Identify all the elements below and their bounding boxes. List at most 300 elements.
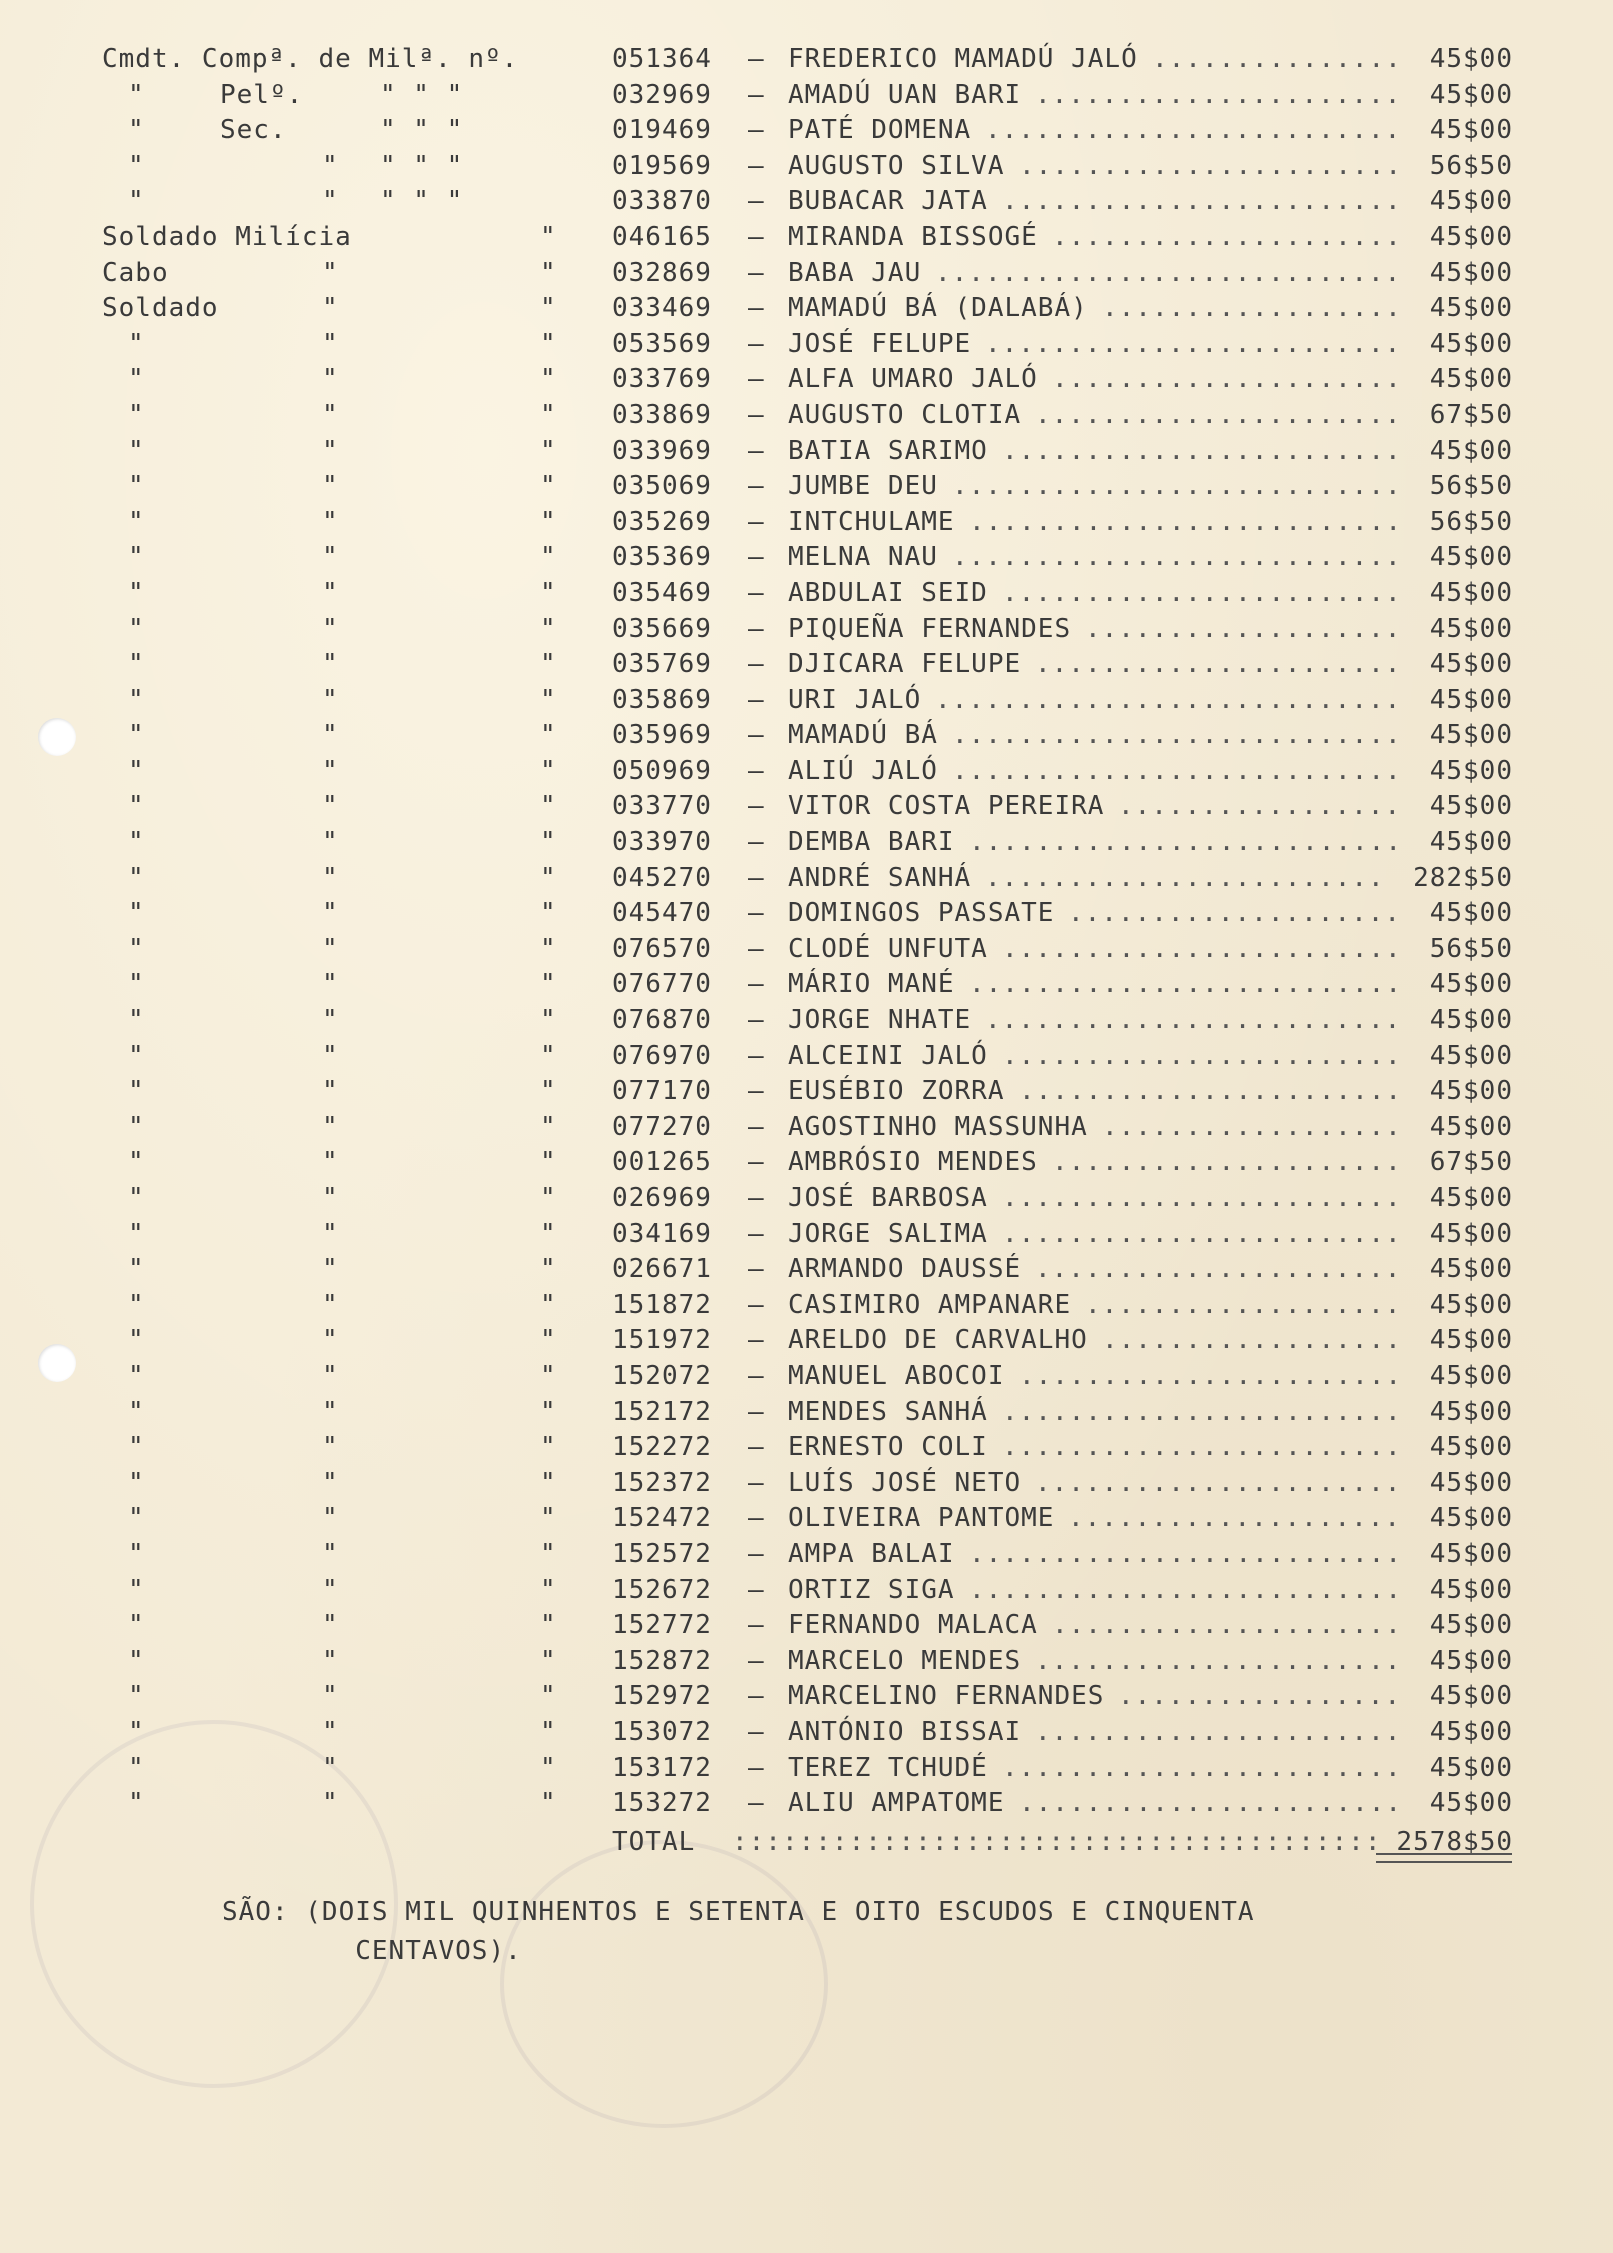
person-name: AGOSTINHO MASSUNHA xyxy=(788,1111,1088,1142)
person-name: PATÉ DOMENA xyxy=(788,115,972,146)
ditto-mark-2: " xyxy=(322,1111,339,1142)
ditto-mark-2: " xyxy=(322,827,339,858)
person-name: AMPA BALAI xyxy=(788,1538,955,1569)
separator-dash: – xyxy=(748,1503,765,1534)
ditto-mark-1: " xyxy=(128,79,145,110)
separator-dash: – xyxy=(748,1325,765,1356)
separator-dash: – xyxy=(748,755,765,786)
ditto-mark-2: " xyxy=(322,364,339,395)
ditto-mark-3: " xyxy=(540,1325,557,1356)
person-name: ANDRÉ SANHÁ xyxy=(788,862,972,893)
separator-dash: – xyxy=(748,1752,765,1783)
ditto-mark-1: " xyxy=(128,1788,145,1819)
ditto-mark-3: " " " xyxy=(380,115,464,146)
amount-cell: 45$00 xyxy=(1429,969,1513,1000)
amount-cell: 45$00 xyxy=(1429,1752,1513,1783)
person-name: CLODÉ UNFUTA xyxy=(788,933,988,964)
ditto-mark-1: " xyxy=(128,506,145,537)
dot-leader: .................... xyxy=(1068,898,1402,929)
amount-cell: 45$00 xyxy=(1429,364,1513,395)
service-number: 151872 xyxy=(612,1289,712,1320)
person-name: LUÍS JOSÉ NETO xyxy=(788,1467,1022,1498)
amount-cell: 56$50 xyxy=(1429,150,1513,181)
rank-cell: Soldado xyxy=(102,293,219,324)
table-row xyxy=(0,360,1613,396)
amount-cell: 45$00 xyxy=(1429,684,1513,715)
ditto-mark-2: " xyxy=(322,1432,339,1463)
separator-dash: – xyxy=(748,898,765,929)
table-row xyxy=(0,1677,1613,1713)
payroll-list xyxy=(0,40,1613,1820)
ditto-mark-3: " xyxy=(540,613,557,644)
amount-cell: 45$00 xyxy=(1429,827,1513,858)
person-name: VITOR COSTA PEREIRA xyxy=(788,791,1105,822)
dot-leader: ....................... xyxy=(1019,1076,1403,1107)
table-row xyxy=(0,894,1613,930)
dot-leader: ................. xyxy=(1118,791,1402,822)
separator-dash: – xyxy=(748,150,765,181)
ditto-mark-3: " xyxy=(540,257,557,288)
ditto-mark-1: " xyxy=(128,649,145,680)
person-name: MARCELO MENDES xyxy=(788,1645,1022,1676)
table-row xyxy=(0,147,1613,183)
amount-cell: 45$00 xyxy=(1429,1716,1513,1747)
ditto-mark-3: " xyxy=(540,1040,557,1071)
separator-dash: – xyxy=(748,221,765,252)
ditto-mark-2: " xyxy=(322,684,339,715)
amount-cell: 45$00 xyxy=(1429,1360,1513,1391)
dot-leader: ........................ xyxy=(1002,1752,1402,1783)
ditto-mark-3: " xyxy=(540,506,557,537)
ditto-mark-3: " xyxy=(540,1360,557,1391)
service-number: 151972 xyxy=(612,1325,712,1356)
service-number: 033769 xyxy=(612,364,712,395)
table-row xyxy=(0,1357,1613,1393)
amount-in-words xyxy=(222,1893,1255,1971)
table-row xyxy=(0,1108,1613,1144)
person-name: FERNANDO MALACA xyxy=(788,1610,1038,1641)
person-name: MÁRIO MANÉ xyxy=(788,969,955,1000)
ditto-mark-2: " xyxy=(322,755,339,786)
service-number: 153272 xyxy=(612,1788,712,1819)
service-number: 035269 xyxy=(612,506,712,537)
separator-dash: – xyxy=(748,933,765,964)
person-name: OLIVEIRA PANTOME xyxy=(788,1503,1055,1534)
table-row xyxy=(0,1072,1613,1108)
dot-leader: ...................... xyxy=(1035,79,1402,110)
ditto-mark-2: Sec. xyxy=(220,115,287,146)
ditto-mark-1: " xyxy=(128,1574,145,1605)
person-name: PIQUEÑA FERNANDES xyxy=(788,613,1072,644)
ditto-mark-1: " xyxy=(128,791,145,822)
ditto-mark-2: " xyxy=(322,435,339,466)
dot-leader: ..................... xyxy=(1052,1147,1402,1178)
amount-cell: 45$00 xyxy=(1429,293,1513,324)
ditto-mark-2: " xyxy=(322,1538,339,1569)
ditto-mark-3: " xyxy=(540,399,557,430)
words-line-1: (DOIS MIL QUINHENTOS E SETENTA E OITO ESCUDOS E CINQUENTA xyxy=(305,1897,1255,1927)
table-row xyxy=(0,1250,1613,1286)
amount-cell: 282$50 xyxy=(1413,862,1513,893)
amount-cell: 56$50 xyxy=(1429,506,1513,537)
separator-dash: – xyxy=(748,1005,765,1036)
person-name: DEMBA BARI xyxy=(788,827,955,858)
amount-cell: 67$50 xyxy=(1429,399,1513,430)
separator-dash: – xyxy=(748,1254,765,1285)
table-row xyxy=(0,930,1613,966)
dot-leader: ...................... xyxy=(1035,649,1402,680)
service-number: 152872 xyxy=(612,1645,712,1676)
service-number: 152672 xyxy=(612,1574,712,1605)
separator-dash: – xyxy=(748,969,765,1000)
table-row xyxy=(0,965,1613,1001)
service-number: 035469 xyxy=(612,577,712,608)
dot-leader: ........................... xyxy=(952,471,1402,502)
ditto-mark-2: " xyxy=(322,1325,339,1356)
ditto-mark-1: " xyxy=(128,1503,145,1534)
amount-cell: 45$00 xyxy=(1429,435,1513,466)
dot-leader: ..................... xyxy=(1052,221,1402,252)
ditto-mark-3: " xyxy=(540,1183,557,1213)
separator-dash: – xyxy=(748,720,765,751)
table-row xyxy=(0,396,1613,432)
ditto-mark-3: " xyxy=(540,293,557,324)
ditto-mark-2: " xyxy=(322,257,339,288)
amount-cell: 45$00 xyxy=(1429,1254,1513,1285)
person-name: JUMBE DEU xyxy=(788,471,938,502)
dot-leader: .......................... xyxy=(969,827,1402,858)
amount-cell: 45$00 xyxy=(1429,1681,1513,1712)
amount-cell: 45$00 xyxy=(1429,1040,1513,1071)
table-row xyxy=(0,76,1613,112)
person-name: MARCELINO FERNANDES xyxy=(788,1681,1105,1712)
dot-leader: ........................ xyxy=(1002,933,1402,964)
service-number: 152072 xyxy=(612,1360,712,1391)
person-name: ARMANDO DAUSSÉ xyxy=(788,1254,1022,1285)
ditto-mark-3: " xyxy=(540,471,557,502)
ditto-mark-3: " xyxy=(540,1076,557,1107)
separator-dash: – xyxy=(748,1538,765,1569)
ditto-mark-1: " xyxy=(128,1076,145,1107)
table-row xyxy=(0,1215,1613,1251)
ditto-mark-1: " xyxy=(128,684,145,715)
ditto-mark-1: " xyxy=(128,1183,145,1213)
total-label: TOTAL xyxy=(612,1827,696,1857)
ditto-mark-1: " xyxy=(128,1147,145,1178)
ditto-mark-1: " xyxy=(128,1396,145,1427)
service-number: 001265 xyxy=(612,1147,712,1178)
ditto-mark-2: " xyxy=(322,791,339,822)
service-number: 152372 xyxy=(612,1467,712,1498)
amount-cell: 45$00 xyxy=(1429,115,1513,146)
ditto-mark-3: " xyxy=(540,577,557,608)
ditto-mark-2: " xyxy=(322,1610,339,1641)
ditto-mark-1: " xyxy=(128,613,145,644)
ditto-mark-2: " xyxy=(322,186,339,217)
service-number: 019469 xyxy=(612,115,712,146)
ditto-mark-3: " xyxy=(540,1538,557,1569)
dot-leader: ......................... xyxy=(985,115,1402,146)
amount-cell: 45$00 xyxy=(1429,1289,1513,1320)
separator-dash: – xyxy=(748,364,765,395)
ditto-mark-1: " xyxy=(128,1254,145,1285)
dot-leader: ........................ xyxy=(1002,1218,1402,1249)
amount-cell: 45$00 xyxy=(1429,221,1513,252)
ditto-mark-2: " xyxy=(322,1040,339,1071)
service-number: 076770 xyxy=(612,969,712,1000)
dot-leader: .......................... xyxy=(969,1574,1402,1605)
person-name: AUGUSTO CLOTIA xyxy=(788,399,1022,430)
ditto-mark-3: " " " xyxy=(380,186,464,217)
table-row xyxy=(0,1535,1613,1571)
separator-dash: – xyxy=(748,862,765,893)
ditto-mark-1: " xyxy=(128,969,145,1000)
dot-leader: ........................... xyxy=(952,755,1402,786)
amount-cell: 45$00 xyxy=(1429,1610,1513,1641)
ditto-mark-3: " xyxy=(540,1716,557,1747)
person-name: URI JALÓ xyxy=(788,684,922,715)
service-number: 076870 xyxy=(612,1005,712,1036)
dot-leader: ........................... xyxy=(952,542,1402,573)
dot-leader: ...................... xyxy=(1035,1467,1402,1498)
ditto-mark-3: " xyxy=(540,827,557,858)
service-number: 050969 xyxy=(612,755,712,786)
dot-leader: ............................ xyxy=(935,257,1402,288)
ditto-mark-2: " xyxy=(322,1076,339,1107)
table-row xyxy=(0,1393,1613,1429)
amount-cell: 45$00 xyxy=(1429,1645,1513,1676)
separator-dash: – xyxy=(748,115,765,146)
dot-leader: ................. xyxy=(1118,1681,1402,1712)
table-row xyxy=(0,859,1613,895)
amount-cell: 45$00 xyxy=(1429,898,1513,929)
ditto-mark-3: " xyxy=(540,1503,557,1534)
separator-dash: – xyxy=(748,542,765,573)
service-number: 152772 xyxy=(612,1610,712,1641)
table-row xyxy=(0,752,1613,788)
table-row xyxy=(0,1179,1613,1215)
person-name: BUBACAR JATA xyxy=(788,186,988,217)
table-row xyxy=(0,1321,1613,1357)
ditto-mark-1: " xyxy=(128,1005,145,1036)
ditto-mark-3: " xyxy=(540,933,557,964)
person-name: MAMADÚ BÁ (DALABÁ) xyxy=(788,293,1088,324)
separator-dash: – xyxy=(748,684,765,715)
ditto-mark-1: " xyxy=(128,577,145,608)
ditto-mark-1: " xyxy=(128,471,145,502)
ditto-mark-1: " xyxy=(128,399,145,430)
service-number: 035869 xyxy=(612,684,712,715)
amount-cell: 45$00 xyxy=(1429,1325,1513,1356)
separator-dash: – xyxy=(748,257,765,288)
ditto-mark-3: " xyxy=(540,364,557,395)
ditto-mark-2: " xyxy=(322,293,339,324)
dot-leader: ........................ xyxy=(1002,435,1402,466)
amount-cell: 45$00 xyxy=(1429,791,1513,822)
ditto-mark-2: " xyxy=(322,1503,339,1534)
table-row xyxy=(0,254,1613,290)
person-name: ANTÓNIO BISSAI xyxy=(788,1716,1022,1747)
dot-leader: .................... xyxy=(1068,1503,1402,1534)
words-prefix: SÃO: xyxy=(222,1897,289,1927)
ditto-mark-2: " xyxy=(322,1467,339,1498)
ditto-mark-1: " xyxy=(128,1218,145,1249)
service-number: 032969 xyxy=(612,79,712,110)
ditto-mark-1: " xyxy=(128,150,145,181)
ditto-mark-2: " xyxy=(322,969,339,1000)
amount-cell: 67$50 xyxy=(1429,1147,1513,1178)
dot-leader: .................. xyxy=(1102,1111,1402,1142)
separator-dash: – xyxy=(748,435,765,466)
amount-cell: 45$00 xyxy=(1429,1005,1513,1036)
table-row xyxy=(0,787,1613,823)
ditto-mark-1: " xyxy=(128,1610,145,1641)
service-number: 076570 xyxy=(612,933,712,964)
table-row xyxy=(0,538,1613,574)
ditto-mark-3: " " " xyxy=(380,79,464,110)
separator-dash: – xyxy=(748,1111,765,1142)
table-row xyxy=(0,1499,1613,1535)
ditto-mark-2: " xyxy=(322,1645,339,1676)
person-name: MIRANDA BISSOGÉ xyxy=(788,221,1038,252)
dot-leader: ........................ xyxy=(1002,186,1402,217)
separator-dash: – xyxy=(748,44,765,74)
separator-dash: – xyxy=(748,649,765,680)
amount-cell: 45$00 xyxy=(1429,1183,1513,1213)
dot-leader: ..................... xyxy=(1052,1610,1402,1641)
person-name: MELNA NAU xyxy=(788,542,938,573)
person-name: JOSÉ BARBOSA xyxy=(788,1183,988,1213)
ditto-mark-2: " xyxy=(322,1574,339,1605)
table-row xyxy=(0,1571,1613,1607)
table-row xyxy=(0,716,1613,752)
service-number: 033870 xyxy=(612,186,712,217)
ditto-mark-3: " xyxy=(540,1610,557,1641)
ditto-mark-2: " xyxy=(322,1289,339,1320)
dot-leader: ...................... xyxy=(1035,1645,1402,1676)
service-number: 035069 xyxy=(612,471,712,502)
amount-cell: 45$00 xyxy=(1429,1076,1513,1107)
person-name: MANUEL ABOCOI xyxy=(788,1360,1005,1391)
ditto-mark-2: " xyxy=(322,1147,339,1178)
ditto-mark-2: " xyxy=(322,1183,339,1213)
ditto-mark-1: " xyxy=(128,1432,145,1463)
service-number: 032869 xyxy=(612,257,712,288)
ditto-mark-1: " xyxy=(128,898,145,929)
ditto-mark-3: " xyxy=(540,435,557,466)
ditto-mark-3: " xyxy=(540,1432,557,1463)
dot-leader: ............................ xyxy=(935,684,1402,715)
person-name: EUSÉBIO ZORRA xyxy=(788,1076,1005,1107)
person-name: MENDES SANHÁ xyxy=(788,1396,988,1427)
service-number: 045470 xyxy=(612,898,712,929)
table-row xyxy=(0,1286,1613,1322)
separator-dash: – xyxy=(748,1610,765,1641)
service-number: 019569 xyxy=(612,150,712,181)
ditto-mark-3: " xyxy=(540,1681,557,1712)
ditto-mark-3: " xyxy=(540,1254,557,1285)
service-number: 045270 xyxy=(612,862,712,893)
ditto-mark-2: " xyxy=(322,328,339,359)
faint-stamp-impression xyxy=(500,1840,828,2128)
separator-dash: – xyxy=(748,1076,765,1107)
dot-leader: .......................... xyxy=(969,506,1402,537)
amount-cell: 45$00 xyxy=(1429,44,1513,74)
ditto-mark-1: " xyxy=(128,1040,145,1071)
ditto-mark-3: " xyxy=(540,1218,557,1249)
service-number: 026969 xyxy=(612,1183,712,1213)
table-row xyxy=(0,1001,1613,1037)
amount-cell: 45$00 xyxy=(1429,1432,1513,1463)
service-number: 033969 xyxy=(612,435,712,466)
ditto-mark-3: " xyxy=(540,1289,557,1320)
dot-leader: ........................... xyxy=(952,720,1402,751)
service-number: 152572 xyxy=(612,1538,712,1569)
person-name: JORGE NHATE xyxy=(788,1005,972,1036)
separator-dash: – xyxy=(748,1218,765,1249)
separator-dash: – xyxy=(748,1681,765,1712)
table-row xyxy=(0,1037,1613,1073)
separator-dash: – xyxy=(748,328,765,359)
person-name: JOSÉ FELUPE xyxy=(788,328,972,359)
separator-dash: – xyxy=(748,1396,765,1427)
person-name: ABDULAI SEID xyxy=(788,577,988,608)
ditto-mark-3: " " " xyxy=(380,150,464,181)
separator-dash: – xyxy=(748,577,765,608)
ditto-mark-3: " xyxy=(540,328,557,359)
ditto-mark-3: " xyxy=(540,1396,557,1427)
separator-dash: – xyxy=(748,1040,765,1071)
ditto-mark-1: " xyxy=(128,115,145,146)
table-row xyxy=(0,1713,1613,1749)
separator-dash: – xyxy=(748,1360,765,1391)
person-name: INTCHULAME xyxy=(788,506,955,537)
ditto-mark-3: " xyxy=(540,542,557,573)
dot-leader: ........................ xyxy=(1002,1396,1402,1427)
person-name: DJICARA FELUPE xyxy=(788,649,1022,680)
separator-dash: – xyxy=(748,1574,765,1605)
ditto-mark-2: " xyxy=(322,399,339,430)
service-number: 077170 xyxy=(612,1076,712,1107)
ditto-mark-2: " xyxy=(322,542,339,573)
service-number: 026671 xyxy=(612,1254,712,1285)
person-name: BATIA SARIMO xyxy=(788,435,988,466)
amount-cell: 45$00 xyxy=(1429,1111,1513,1142)
ditto-mark-2: " xyxy=(322,1254,339,1285)
table-row xyxy=(0,1428,1613,1464)
ditto-mark-3: " xyxy=(540,1005,557,1036)
service-number: 035369 xyxy=(612,542,712,573)
person-name: TEREZ TCHUDÉ xyxy=(788,1752,988,1783)
table-row xyxy=(0,574,1613,610)
service-number: 035669 xyxy=(612,613,712,644)
table-row xyxy=(0,182,1613,218)
separator-dash: – xyxy=(748,1645,765,1676)
ditto-mark-3: " xyxy=(540,1645,557,1676)
service-number: 033770 xyxy=(612,791,712,822)
amount-cell: 56$50 xyxy=(1429,933,1513,964)
rank-cell: Cmdt. Compª. de Milª. nº. xyxy=(102,44,519,74)
ditto-mark-2: " xyxy=(322,1005,339,1036)
ditto-mark-1: " xyxy=(128,1289,145,1320)
ditto-mark-1: " xyxy=(128,720,145,751)
service-number: 051364 xyxy=(612,44,712,74)
separator-dash: – xyxy=(748,186,765,217)
dot-leader: .......................... xyxy=(969,1538,1402,1569)
amount-cell: 45$00 xyxy=(1429,577,1513,608)
amount-cell: 45$00 xyxy=(1429,1538,1513,1569)
ditto-mark-3: " xyxy=(540,1111,557,1142)
